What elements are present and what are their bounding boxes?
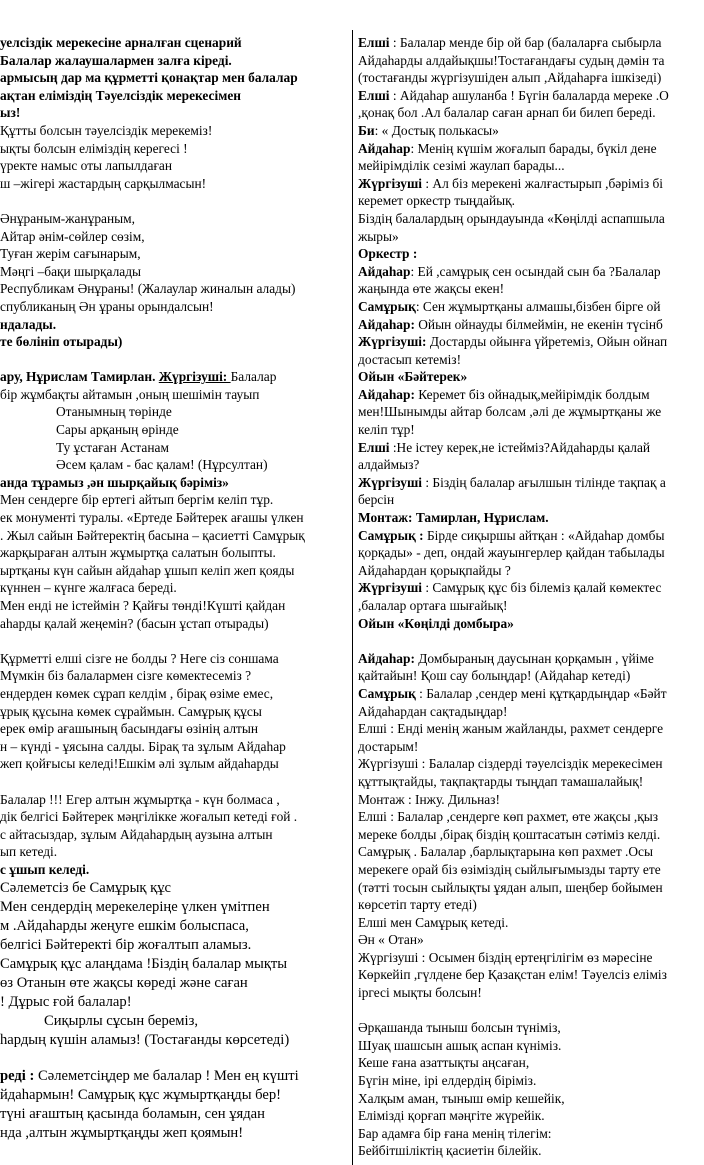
bold-text: Айдаһар [358,140,411,156]
text-run: :Не істеу керек,не істейміз?Айдаһарды қалай [389,439,651,455]
text-run: ыртқаны күн сайын айдаһар ұшып келіп жеп қояды [0,562,295,578]
text-run: Отанымның төрінде [56,404,172,420]
text-line [358,1125,704,1143]
text-run: Елші : Енді менің жаным жайланды, рахмет сендерге [358,721,664,737]
text-line [0,298,348,316]
text-run: Айдаһардан сақтадыңдар! [358,703,508,719]
text-run: Кеше ғана азаттықты аңсаған, [358,1055,530,1071]
text-line [358,1142,704,1160]
text-line [358,316,704,334]
text-line [358,738,704,756]
text-run: алдаймыз? [358,457,420,473]
text-line [358,773,704,791]
text-line [358,228,704,246]
text-line [0,720,348,738]
text-line [0,936,348,955]
text-line [358,966,704,984]
bold-text: ақтан еліміздің Тәуелсіздік мерекесімен [0,87,241,103]
text-run: ш –жігері жастардың сарқылмасын! [0,175,207,191]
text-run: бір жұмбақты айтамын ,оның шешімін тауып [0,386,260,402]
bold-text: Жүргізуші [358,175,423,191]
text-line [358,562,704,580]
text-line [0,368,348,386]
text-run: Жүргізуші : Балалар сіздерді тәуелсіздік мерекесімен [358,756,663,772]
text-run: күннен – күнге жалғаса береді. [0,580,177,596]
text-run: Біздің балалардың орындауында «Көңілді аспапшыла [358,210,665,226]
text-line [0,579,348,597]
text-line [358,579,704,597]
bold-text: Айдаһар: [358,316,415,332]
text-run: құттықтайды, тақпақтарды тыңдап тамашалайық! [358,773,644,789]
text-run: Сиқырлы сұсын береміз, [44,1012,198,1029]
text-line [358,896,704,914]
text-line [358,861,704,879]
text-run: Құрметті елші сізге не болды ? Неге сіз соншама [0,650,279,666]
text-line [358,1090,704,1108]
bold-text: Елші [358,439,390,455]
text-line [0,122,348,140]
text-line [0,403,348,421]
blank-line [0,192,348,210]
text-run: жарқыраған алтын жұмыртқа салатын болыпты. [0,545,276,561]
text-line [0,245,348,263]
bold-text: Елші [358,35,390,50]
text-run: Әнұраным-жанұраным, [0,210,135,226]
text-run: жыры» [358,228,399,244]
text-line [358,615,704,633]
text-line [0,898,348,917]
text-line [0,69,348,87]
text-line [0,421,348,439]
text-line [358,157,704,175]
text-line [0,228,348,246]
bold-text: реді : [0,1068,38,1085]
text-line [358,685,704,703]
text-run: іргесі мықты болсын! [358,985,482,1001]
text-run: ендерден көмек сұрап келдім , бірақ өзіме емес, [0,685,274,701]
text-run: Сары арқаның өрінде [56,422,179,438]
text-run: жеп қойғысы келеді!Ешкім әлі зұлым айдаһарды [0,756,279,772]
text-line [0,755,348,773]
text-run: ! Дұрыс ғой балалар! [0,993,132,1010]
blank-line [0,1050,348,1068]
text-run: Балалар !!! Егер алтын жұмыртқа - күн болмаса , [0,791,280,807]
text-line [358,368,704,386]
text-line [0,879,348,898]
text-run: Айдаһардан қорықпайды ? [358,562,511,578]
text-run: : Ал біз мерекені жалғастырып ,бәріміз бі [422,175,664,191]
text-line [0,439,348,457]
text-run: һардың күшін аламыз! (Тостағанды көрсетеді) [0,1031,290,1048]
text-line [0,808,348,826]
text-line [0,509,348,527]
bold-text: ыз! [0,105,21,121]
text-line [358,703,704,721]
text-run: Мүмкін біз балалармен сізге көмектесеміз ? [0,668,252,684]
text-line [0,1105,348,1124]
text-line [0,1124,348,1143]
text-run: н – күнді - ұясына салды. Бірақ та зұлым Айдаһар [0,738,286,754]
text-run: өз Отанын өте жақсы көреді және саған [0,974,248,991]
text-line [358,843,704,861]
text-run: . Жыл сайын Бәйтеректің басына – қасиетті Самұрық [0,527,305,543]
bold-text: Жүргізуші: [358,334,427,350]
text-run: қорқады» - деп, ондай жауынгерлер қайдан табылады [358,545,665,561]
text-run: керемет оркестр тыңдайық. [358,193,515,209]
text-run: мереке болды ,бірақ біздің қоштасатын сәтіміз келді. [358,826,661,842]
text-line [0,993,348,1012]
text-line [358,403,704,421]
text-run: ек монументі туралы. «Ертеде Бәйтерек ағашы үлкен [0,510,304,526]
text-line [0,87,348,105]
text-line [358,140,704,158]
text-run: с айтасыздар, зұлым Айдаһардың аузына алтын [0,826,273,842]
text-line [0,703,348,721]
text-run: : Біздің балалар ағылшын тілінде тақпақ а [422,474,666,490]
text-line [0,263,348,281]
text-line [0,597,348,615]
bold-text: Жүргізуші [358,580,423,596]
text-run: Шуақ шашсын ашық аспан күніміз. [358,1037,562,1053]
text-run: түні ағаштың қасында боламын, сен ұядан [0,1106,265,1123]
text-run: Бейбітшіліктің қасиетін білейік. [358,1143,542,1159]
bold-text: ндалады. [0,316,57,332]
text-line [0,1086,348,1105]
text-run: : « Достық полькасы» [374,122,499,138]
text-run: Мен енді не істеймін ? Қайғы төнді!Күшті қайдан [0,598,286,613]
text-run: Елші мен Самұрық кетеді. [358,914,509,930]
bold-text: Ойын «Көңілді домбыра» [358,615,514,631]
text-run: Ту ұстаған Астанам [56,439,169,455]
text-line [358,1054,704,1072]
text-run: үректе намыс оты лапылдаған [0,158,173,174]
text-line [358,439,704,457]
text-run: Әрқашанда тыныш болсын түніміз, [358,1020,561,1036]
text-line [0,738,348,756]
text-run: Жүргізуші : Осымен біздің ертеңгілігім өз мәресіне [358,949,653,965]
text-run: Айдаһарды алдайықшы!Тостағандағы судың дәмін та [358,52,665,68]
text-line [0,544,348,562]
text-line [0,333,348,351]
text-run: : Балалар менде бір ой бар (балаларға сыбырла [389,35,662,50]
text-run: достарым! [358,738,419,754]
text-line [0,140,348,158]
bold-text: с ұшып келеді. [0,861,90,877]
text-line [358,509,704,527]
bold-text: Жүргізуші [358,474,423,490]
text-run: : Сен жұмыртқаны алмашы,бізбен бірге ой [415,298,661,314]
text-line [0,685,348,703]
text-run: берсін [358,492,395,508]
bold-text: Елші [358,87,390,103]
text-run: Керемет біз ойнадық,мейірімдік болдым [414,386,650,402]
text-run: мерекеге орай біз өзіміздің сыйлығымызды тарту ете [358,861,661,877]
text-line [0,52,348,70]
text-line [0,791,348,809]
text-run: Сәлеметсіз бе Самұрық құс [0,879,171,896]
text-run: Әсем қалам - бас қалам! (Нұрсултан) [56,457,268,473]
text-run: ып кетеді. [0,844,58,860]
text-run: Балалар [230,369,277,385]
text-line [0,527,348,545]
right-column [358,34,704,1160]
bold-text: Монтаж: Тамирлан, Нұрислам. [358,510,549,526]
text-line [358,1037,704,1055]
bold-text: Би [358,122,375,138]
text-line [358,527,704,545]
text-line [358,175,704,193]
text-run: : Айдаһар ашуланба ! Бүгін балаларда мереке .О [389,87,669,103]
bold-text: Жүргізуші: [158,369,231,385]
bold-text: армысың дар ма құрметті қонақтар мен балалар [0,70,298,86]
bold-text: те бөлініп отырады) [0,334,123,350]
text-run: Елші : Балалар ,сендерге көп рахмет, өте жақсы ,қыз [358,809,659,825]
text-line [358,333,704,351]
text-line [0,456,348,474]
text-line [0,1012,348,1031]
text-line [358,104,704,122]
text-line [358,826,704,844]
text-line [0,34,348,52]
text-run: м .Айдаһарды жеңуге ешкім болыспаса, [0,917,249,934]
bold-text: Ойын «Бәйтерек» [358,369,468,385]
bold-text: Балалар жалаушалармен залға кіреді. [0,52,232,68]
text-run: (тәтті тосын сыйлықты ұядан алып, шеңбер бойымен [358,879,663,895]
text-line [358,386,704,404]
text-run: : Балалар ,сендер мені құтқардыңдар «Бәйт [415,685,667,701]
text-run: Туған жерім сағынарым, [0,246,141,262]
blank-line [358,632,704,650]
text-line [0,861,348,879]
text-line [0,104,348,122]
text-run: мейірімділік сезімі жаулап барады... [358,158,565,174]
text-line [358,931,704,949]
text-run: достасып кетеміз! [358,351,462,367]
text-run: Республикам Әнұраны! (Жалаулар жиналын алады) [0,281,296,297]
text-run: жаңында өте жақсы екен! [358,281,505,297]
text-run: спубликаның Ән ұраны орындалсын! [0,298,214,314]
text-line [358,69,704,87]
text-run: Көркейіп ,гүлдене бер Қазақстан елім! Тәуелсіз еліміз [358,967,667,983]
blank-line [0,351,348,369]
text-run: Халқым аман, тыныш өмір кешейік, [358,1090,565,1106]
text-run: Сәлеметсіңдер ме балалар ! Мен ең күшті [38,1068,299,1085]
text-line [358,755,704,773]
bold-text: анда тұрамыз ,ән шырқайық бәріміз» [0,474,229,490]
text-line [0,917,348,936]
text-run: мен!Шынымды айтар болсам ,әлі де жұмыртқаны же [358,404,662,420]
text-line [358,667,704,685]
text-run: Мәңгі –бақи шырқалады [0,263,142,279]
bold-text: Айдаһар: [358,386,415,402]
text-line [358,52,704,70]
text-line [358,263,704,281]
text-line [358,245,704,263]
text-line [358,34,704,52]
blank-line [0,773,348,791]
bold-text: Айдаһар: [358,650,415,666]
text-run: Достарды ойынға үйретеміз, Ойын ойнап [426,334,668,350]
text-run: көрсетіп тарту етеді) [358,897,477,913]
text-run: ұрық құсына көмек сұраймын. Самұрық құсы [0,703,262,719]
text-line [358,491,704,509]
text-line [358,544,704,562]
text-run: : Ей ,самұрық сен осындай сын ба ?Балалар [410,263,661,279]
text-line [358,456,704,474]
text-line [0,210,348,228]
text-line [358,879,704,897]
text-run: : Менің күшім жоғалып барады, бүкіл дене [410,140,657,156]
bold-text: Оркестр : [358,246,418,262]
text-run: Айтар әнім-сөйлер сөзім, [0,228,145,244]
text-line [0,280,348,298]
bold-text: Айдаһар [358,263,411,279]
blank-line [0,632,348,650]
text-line [358,1107,704,1125]
text-line [358,808,704,826]
text-run: Мен сендерге бір ертегі айтып бергім келіп тұр. [0,492,274,508]
text-line [0,386,348,404]
text-line [358,949,704,967]
text-run: : Самұрық құс біз білеміз қалай көмектес [422,580,662,596]
text-run: Бүгін міне, ірі елдердің біріміз. [358,1073,537,1089]
text-line [0,826,348,844]
left-column [0,34,348,1143]
text-run: (тостағанды жүргізушіден алып ,Айдаһарға ішкізеді) [358,70,662,86]
bold-text: ару, Нұрислам Тамирлан. [0,369,159,385]
text-run: Елімізді қорғап мәңгіте жүрейік. [358,1108,545,1124]
text-line [0,615,348,633]
text-line [0,1031,348,1050]
text-line [358,351,704,369]
text-run: Бірде сиқыршы айтқан : «Айдаһар домбы [423,527,665,543]
text-line [358,914,704,932]
text-run: Монтаж : Інжу. Дильназ! [358,791,500,807]
text-run: Самұрық құс алаңдама !Біздің балалар мықты [0,955,288,972]
text-line [358,298,704,316]
bold-text: Самұрық [358,685,416,701]
text-run: Мен сендердің мерекелеріңе үлкен үмітпен [0,898,270,915]
text-line [358,720,704,738]
text-line [0,157,348,175]
text-line [358,421,704,439]
text-line [358,87,704,105]
text-line [358,597,704,615]
blank-line [358,1002,704,1020]
text-run: Ойын ойнауды білмеймін, не екенін түсінб [414,316,663,332]
text-line [358,122,704,140]
text-run: Самұрық . Балалар ,барлықтарына көп рахмет .Осы [358,844,653,860]
text-line [0,175,348,193]
text-run: Ән « Отан» [358,932,424,948]
text-line [358,280,704,298]
text-line [0,650,348,668]
text-run: аһарды қалай жеңемін? (басын ұстап отырады) [0,615,269,631]
text-line [0,667,348,685]
text-line [0,955,348,974]
text-run: келіп тұр! [358,422,415,438]
text-run: Домбыраның даусынан қорқамын , үйіме [414,650,654,666]
text-run: Бар адамға бір ғана менің тілегім: [358,1125,552,1141]
text-line [0,316,348,334]
text-line [358,210,704,228]
text-line [358,474,704,492]
text-line [358,1072,704,1090]
column-divider [352,30,353,1165]
text-run: ,қонақ бол .Ал балалар саған арнап би билеп береді. [358,105,656,121]
text-line [358,984,704,1002]
text-line [0,474,348,492]
text-line [358,1019,704,1037]
bold-text: уелсіздік мерекесіне арналған сценарий [0,35,242,50]
text-line [0,974,348,993]
text-run: қайтайын! Қош сау болыңдар! (Айдаһар кетеді) [358,668,631,684]
text-run: нда ,алтын жұмыртқаңды жеп қоямын! [0,1125,244,1142]
text-run: ,балалар ортаға шығайық! [358,598,508,613]
text-run: дік белгісі Бәйтерек мәңгілікке жоғалып кетеді ғой . [0,809,298,825]
bold-text: Самұрық [358,298,416,314]
bold-text: Самұрық : [358,527,424,543]
text-run: йдаһармын! Самұрық құс жұмыртқаңды бер! [0,1087,282,1104]
text-run: ықты болсын еліміздің керегесі ! [0,140,188,156]
text-line [0,1067,348,1086]
text-line [358,791,704,809]
text-line [0,491,348,509]
text-line [358,192,704,210]
text-run: ерек өмір ағашының басындағы өзінің алтын [0,721,259,737]
text-run: Құтты болсын тәуелсіздік мерекеміз! [0,122,213,138]
text-line [0,843,348,861]
text-line [358,650,704,668]
text-run: белгісі Бәйтеректі бір жоғалтып аламыз. [0,936,252,953]
text-line [0,562,348,580]
